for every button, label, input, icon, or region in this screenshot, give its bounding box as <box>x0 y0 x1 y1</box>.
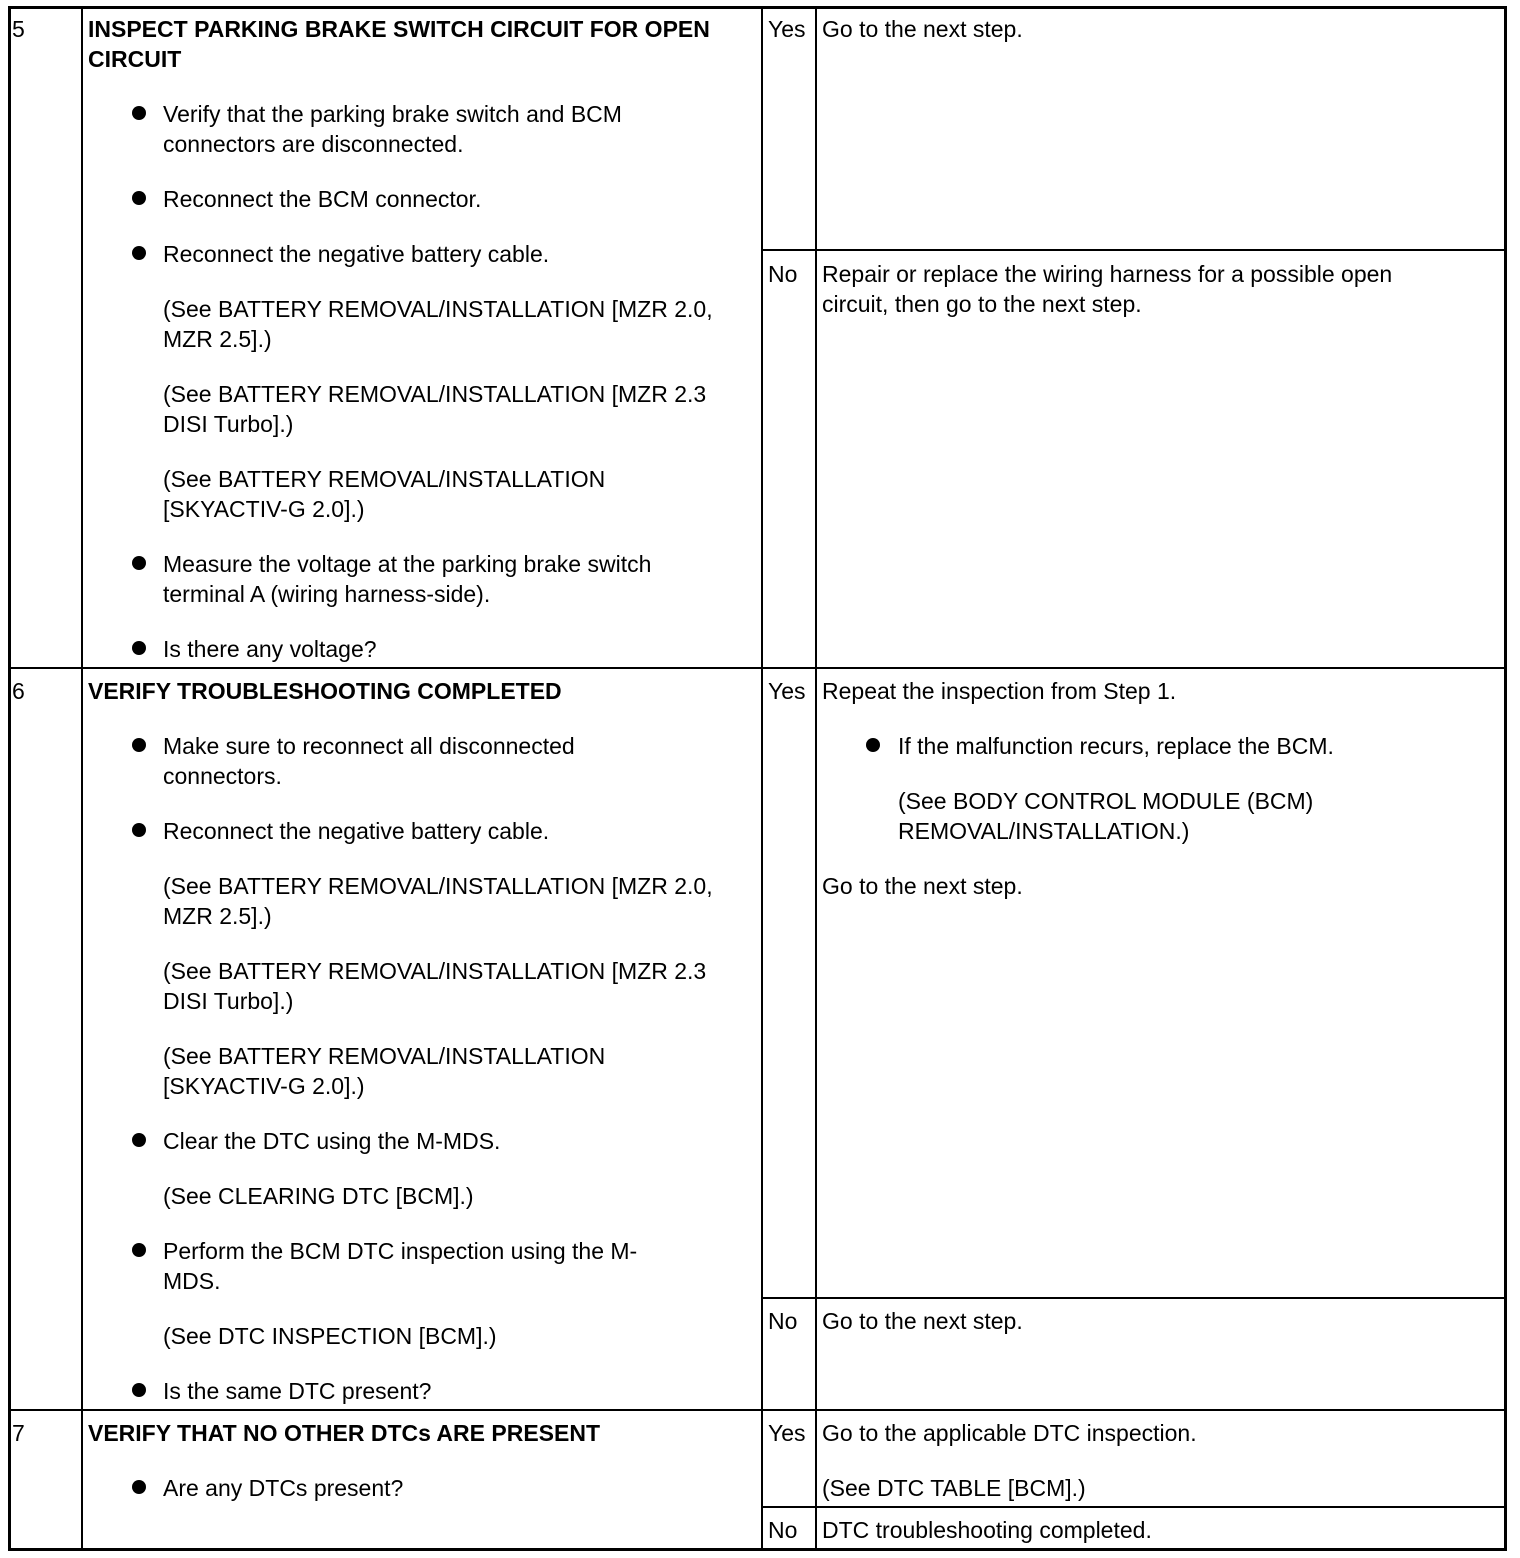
step-number: 7 <box>12 1420 25 1446</box>
bullet-icon <box>866 738 880 752</box>
bullet-icon <box>132 556 146 570</box>
yes-action: Go to the applicable DTC inspection. <box>822 1420 1197 1446</box>
question: Is there any voltage? <box>163 636 377 662</box>
no-action: Go to the next step. <box>822 1308 1023 1334</box>
no-action: Repair or replace the wiring harness for a possible open circuit, then go to the next step. <box>822 261 1393 317</box>
instruction-item: Reconnect the negative battery cable. <box>163 241 550 267</box>
yes-action: Repeat the inspection from Step 1. <box>822 678 1177 704</box>
reference-link[interactable]: (See BATTERY REMOVAL/INSTALLATION [MZR 2.3 DISI Turbo].) <box>163 381 707 437</box>
no-label: No <box>768 261 798 287</box>
yes-bullet: If the malfunction recurs, replace the BCM. <box>898 733 1334 759</box>
bullet-icon <box>132 738 146 752</box>
instruction-item: Reconnect the BCM connector. <box>163 186 482 212</box>
bullet-icon <box>132 106 146 120</box>
yes-label: Yes <box>768 1420 806 1446</box>
col-divider-action <box>761 6 763 1551</box>
bullet-icon <box>132 641 146 655</box>
reference-link[interactable]: (See BODY CONTROL MODULE (BCM) REMOVAL/INSTALLATION.) <box>898 788 1314 844</box>
bullet-icon <box>132 246 146 260</box>
no-action: DTC troubleshooting completed. <box>822 1517 1152 1543</box>
reference-link[interactable]: (See DTC INSPECTION [BCM].) <box>163 1323 497 1349</box>
step-title: VERIFY TROUBLESHOOTING COMPLETED <box>88 678 562 704</box>
question: Are any DTCs present? <box>163 1475 404 1501</box>
col-divider-result <box>815 6 817 1551</box>
bullet-icon <box>132 1133 146 1147</box>
bullet-icon <box>132 1243 146 1257</box>
yes-action: Go to the next step. <box>822 16 1023 42</box>
bullet-icon <box>132 1480 146 1494</box>
col-divider-step <box>81 6 83 1551</box>
bullet-icon <box>132 823 146 837</box>
reference-link[interactable]: (See DTC TABLE [BCM].) <box>822 1475 1086 1501</box>
instruction-item: Make sure to reconnect all disconnected connectors. <box>163 733 575 789</box>
instruction-item: Perform the BCM DTC inspection using the M-MDS. <box>163 1238 638 1294</box>
reference-link[interactable]: (See BATTERY REMOVAL/INSTALLATION [SKYACTIV-G 2.0].) <box>163 466 606 522</box>
yes-label: Yes <box>768 678 806 704</box>
yes-no-divider-5 <box>761 249 1507 251</box>
question: Is the same DTC present? <box>163 1378 432 1404</box>
row-divider-5-6 <box>8 667 1507 669</box>
bullet-icon <box>132 191 146 205</box>
yes-no-divider-7 <box>761 1506 1507 1508</box>
instruction-item: Verify that the parking brake switch and BCM connectors are disconnected. <box>163 101 622 157</box>
reference-link[interactable]: (See CLEARING DTC [BCM].) <box>163 1183 474 1209</box>
instruction-item: Clear the DTC using the M-MDS. <box>163 1128 501 1154</box>
step-title: INSPECT PARKING BRAKE SWITCH CIRCUIT FOR OPEN CIRCUIT <box>88 16 710 72</box>
row-divider-6-7 <box>8 1409 1507 1411</box>
instruction-item: Reconnect the negative battery cable. <box>163 818 550 844</box>
bullet-icon <box>132 1383 146 1397</box>
instruction-item: Measure the voltage at the parking brake switch terminal A (wiring harness-side). <box>163 551 652 607</box>
step-number: 5 <box>12 16 25 42</box>
step-title: VERIFY THAT NO OTHER DTCs ARE PRESENT <box>88 1420 601 1446</box>
yes-no-divider-6 <box>761 1297 1507 1299</box>
no-label: No <box>768 1308 798 1334</box>
yes-action-followup: Go to the next step. <box>822 873 1023 899</box>
yes-label: Yes <box>768 16 806 42</box>
reference-link[interactable]: (See BATTERY REMOVAL/INSTALLATION [MZR 2.3 DISI Turbo].) <box>163 958 707 1014</box>
no-label: No <box>768 1517 798 1543</box>
reference-link[interactable]: (See BATTERY REMOVAL/INSTALLATION [SKYACTIV-G 2.0].) <box>163 1043 606 1099</box>
step-number: 6 <box>12 678 25 704</box>
reference-link[interactable]: (See BATTERY REMOVAL/INSTALLATION [MZR 2.0, MZR 2.5].) <box>163 873 713 929</box>
reference-link[interactable]: (See BATTERY REMOVAL/INSTALLATION [MZR 2.0, MZR 2.5].) <box>163 296 713 352</box>
